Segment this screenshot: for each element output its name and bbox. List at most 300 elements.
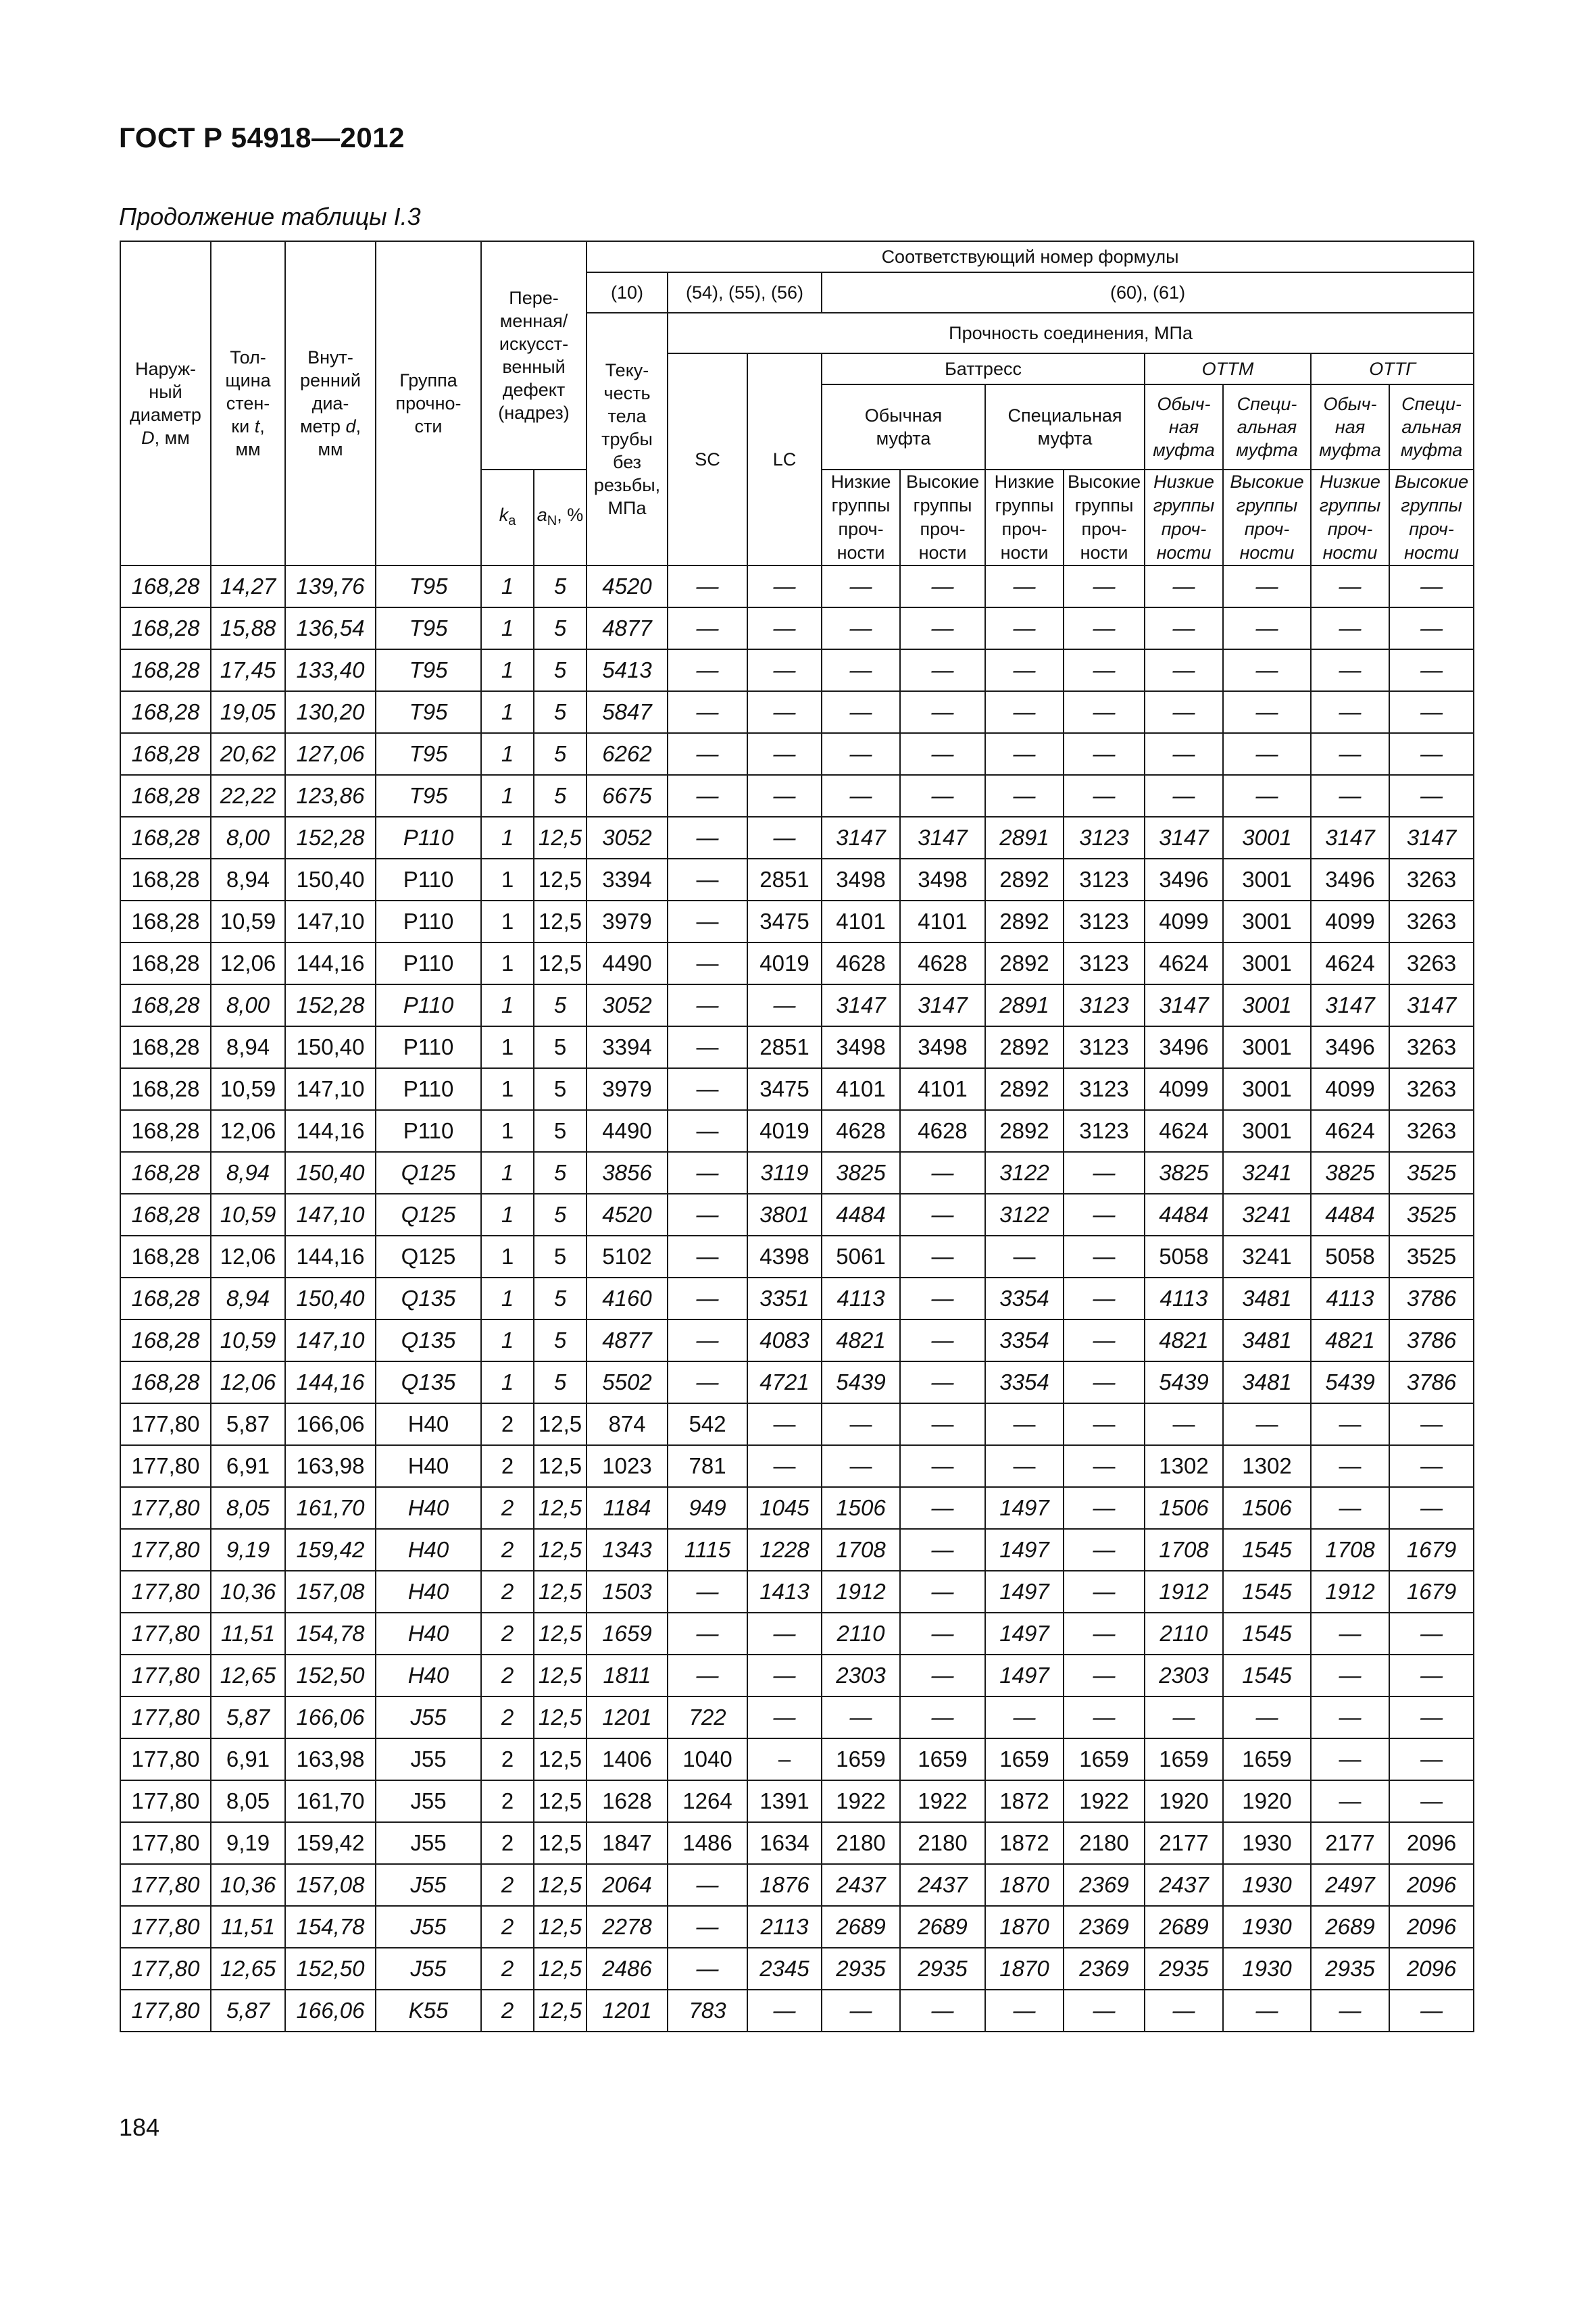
table-cell: 3123 [1064, 1068, 1145, 1110]
table-cell: 5,87 [211, 1696, 285, 1738]
table-cell: — [900, 775, 985, 817]
table-cell: — [747, 1445, 822, 1487]
table-cell: — [822, 1696, 900, 1738]
table-cell: 783 [668, 1990, 747, 2032]
table-row [120, 1655, 1474, 1696]
table-cell: 133,40 [285, 649, 376, 691]
table-cell: 139,76 [285, 565, 376, 607]
table-cell: 1659 [1064, 1738, 1145, 1780]
table-cell: — [985, 607, 1064, 649]
table-cell: 542 [668, 1403, 747, 1445]
table-cell: 3498 [822, 1026, 900, 1068]
table-cell: 2096 [1389, 1906, 1474, 1948]
table-cell: 3001 [1223, 901, 1311, 942]
table-cell: 2497 [1311, 1864, 1389, 1906]
table-row [120, 901, 1474, 942]
table-cell: 3123 [1064, 901, 1145, 942]
table-row [120, 733, 1474, 775]
header-special-coupling: Специальная муфта [985, 384, 1145, 470]
table-cell: 2 [481, 1822, 534, 1864]
table-cell: 3786 [1389, 1278, 1474, 1319]
table-cell: 4520 [587, 565, 668, 607]
table-cell: 1679 [1389, 1571, 1474, 1613]
table-cell: 177,80 [120, 1948, 211, 1990]
table-cell: 1922 [822, 1780, 900, 1822]
table-cell: 2 [481, 1571, 534, 1613]
table-cell: 150,40 [285, 1278, 376, 1319]
table-cell: 5 [534, 1278, 587, 1319]
table-row [120, 565, 1474, 607]
table-cell: 2 [481, 1864, 534, 1906]
table-cell: 2 [481, 1948, 534, 1990]
table-cell: 5 [534, 1026, 587, 1068]
table-cell: — [985, 1990, 1064, 2032]
table-cell: 1634 [747, 1822, 822, 1864]
table-cell: 3001 [1223, 1026, 1311, 1068]
table-cell: 11,51 [211, 1613, 285, 1655]
table-cell: T95 [376, 733, 481, 775]
table-cell: 3263 [1389, 1026, 1474, 1068]
table-cell: — [1311, 1655, 1389, 1696]
table-cell: 2 [481, 1906, 534, 1948]
table-cell: — [900, 1152, 985, 1194]
table-cell: 3147 [822, 817, 900, 859]
table-cell: 12,5 [534, 817, 587, 859]
table-cell: 177,80 [120, 1822, 211, 1864]
table-row [120, 1780, 1474, 1822]
table-row [120, 1445, 1474, 1487]
table-cell: 3525 [1389, 1236, 1474, 1278]
table-cell: 10,59 [211, 1194, 285, 1236]
table-cell: — [1389, 775, 1474, 817]
table-cell: 1 [481, 1278, 534, 1319]
table-cell: 1302 [1145, 1445, 1223, 1487]
table-cell: 1872 [985, 1780, 1064, 1822]
table-cell: 1920 [1223, 1780, 1311, 1822]
table-cell: 3123 [1064, 1110, 1145, 1152]
header-low-groups: Низкие группы проч- ности [1311, 470, 1389, 565]
table-cell: — [822, 691, 900, 733]
table-cell: 3147 [822, 984, 900, 1026]
table-cell: — [900, 1403, 985, 1445]
table-cell: — [1064, 1152, 1145, 1194]
table-cell: 5 [534, 565, 587, 607]
table-cell: 5 [534, 984, 587, 1026]
table-cell: 2935 [822, 1948, 900, 1990]
table-cell: 3001 [1223, 984, 1311, 1026]
table-row [120, 1948, 1474, 1990]
table-cell: H40 [376, 1529, 481, 1571]
table-cell: — [1064, 1236, 1145, 1278]
table-cell: 177,80 [120, 1780, 211, 1822]
table-cell: 147,10 [285, 1068, 376, 1110]
table-cell: 3496 [1311, 859, 1389, 901]
table-row [120, 607, 1474, 649]
table-cell: 3856 [587, 1152, 668, 1194]
table-cell: Q135 [376, 1278, 481, 1319]
table-cell: 3123 [1064, 942, 1145, 984]
table-cell: 168,28 [120, 649, 211, 691]
table-cell: 3123 [1064, 1026, 1145, 1068]
table-cell: 150,40 [285, 859, 376, 901]
table-cell: — [1145, 649, 1223, 691]
table-cell: 168,28 [120, 942, 211, 984]
table-cell: 2369 [1064, 1906, 1145, 1948]
table-cell: 8,00 [211, 817, 285, 859]
table-cell: 3119 [747, 1152, 822, 1194]
table-cell: 5,87 [211, 1990, 285, 2032]
header-an: $a_N$, % [534, 470, 587, 565]
table-cell: 1 [481, 1319, 534, 1361]
table-cell: — [668, 733, 747, 775]
table-cell: — [1389, 1487, 1474, 1529]
table-cell: — [747, 1696, 822, 1738]
table-cell: 1 [481, 733, 534, 775]
table-cell: 4160 [587, 1278, 668, 1319]
table-cell: 4821 [1311, 1319, 1389, 1361]
table-cell: P110 [376, 817, 481, 859]
table-cell: — [822, 649, 900, 691]
table-cell: 1 [481, 565, 534, 607]
table-cell: 1023 [587, 1445, 668, 1487]
table-cell: 168,28 [120, 733, 211, 775]
table-cell: 5 [534, 1110, 587, 1152]
table-cell: J55 [376, 1738, 481, 1780]
table-cell: 4877 [587, 607, 668, 649]
table-cell: — [1311, 1696, 1389, 1738]
table-cell: 8,94 [211, 1278, 285, 1319]
table-cell: 2369 [1064, 1864, 1145, 1906]
table-cell: 12,65 [211, 1948, 285, 1990]
table-cell: 1413 [747, 1571, 822, 1613]
table-cell: 2 [481, 1613, 534, 1655]
table-cell: 1545 [1223, 1613, 1311, 1655]
table-cell: 3147 [1311, 984, 1389, 1026]
table-cell: 4624 [1145, 1110, 1223, 1152]
table-cell: — [900, 1361, 985, 1403]
table-cell: — [1311, 1780, 1389, 1822]
table-cell: — [1389, 1990, 1474, 2032]
table-cell: 8,94 [211, 1026, 285, 1068]
table-cell: 20,62 [211, 733, 285, 775]
table-cell: — [668, 1361, 747, 1403]
table-cell: 12,5 [534, 942, 587, 984]
table-cell: 168,28 [120, 1236, 211, 1278]
table-cell: 1503 [587, 1571, 668, 1613]
table-cell: 144,16 [285, 1110, 376, 1152]
table-cell: 3496 [1145, 859, 1223, 901]
table-cell: — [822, 607, 900, 649]
table-cell: 2096 [1389, 1948, 1474, 1990]
table-cell: 6,91 [211, 1445, 285, 1487]
table-cell: 3123 [1064, 817, 1145, 859]
table-cell: 1045 [747, 1487, 822, 1529]
table-cell: 3147 [1311, 817, 1389, 859]
table-cell: 3786 [1389, 1319, 1474, 1361]
table-row [120, 1529, 1474, 1571]
table-cell: — [747, 607, 822, 649]
table-cell: 130,20 [285, 691, 376, 733]
table-cell: 4019 [747, 1110, 822, 1152]
table-cell: — [985, 1236, 1064, 1278]
table-cell: 1930 [1223, 1948, 1311, 1990]
table-cell: — [900, 607, 985, 649]
table-cell: — [1223, 1696, 1311, 1738]
table-cell: — [747, 775, 822, 817]
table-cell: 12,06 [211, 942, 285, 984]
header-sc: SC [668, 353, 747, 565]
table-cell: 1659 [587, 1613, 668, 1655]
table-cell: 3825 [1145, 1152, 1223, 1194]
table-cell: — [900, 1194, 985, 1236]
table-cell: 12,5 [534, 1571, 587, 1613]
table-cell: 1184 [587, 1487, 668, 1529]
table-cell: Q125 [376, 1236, 481, 1278]
table-cell: 2892 [985, 1026, 1064, 1068]
table-cell: 3147 [1389, 984, 1474, 1026]
table-cell: 4113 [1145, 1278, 1223, 1319]
table-cell: 4113 [1311, 1278, 1389, 1319]
table-cell: P110 [376, 984, 481, 1026]
header-wall-thickness: Тол- щина стен- ки t, мм [211, 241, 285, 565]
table-cell: 177,80 [120, 1990, 211, 2032]
table-cell: 12,5 [534, 1529, 587, 1571]
table-cell: 4624 [1311, 1110, 1389, 1152]
table-cell: 1506 [1223, 1487, 1311, 1529]
table-cell: — [668, 817, 747, 859]
table-cell: — [985, 1403, 1064, 1445]
table-row [120, 691, 1474, 733]
table-cell: — [900, 1696, 985, 1738]
table-cell: — [822, 1445, 900, 1487]
table-cell: 12,5 [534, 1822, 587, 1864]
table-cell: P110 [376, 1110, 481, 1152]
table-cell: 4484 [1311, 1194, 1389, 1236]
header-low-groups: Низкие группы проч- ности [822, 470, 900, 565]
table-cell: — [668, 1278, 747, 1319]
table-cell: 168,28 [120, 1110, 211, 1152]
table-cell: 3263 [1389, 1068, 1474, 1110]
table-cell: — [1064, 1529, 1145, 1571]
table-cell: 5058 [1311, 1236, 1389, 1278]
table-cell: 1912 [1145, 1571, 1223, 1613]
table-cell: 166,06 [285, 1696, 376, 1738]
table-cell: 2369 [1064, 1948, 1145, 1990]
data-table [120, 241, 1474, 2032]
table-cell: H40 [376, 1487, 481, 1529]
table-cell: 3147 [1145, 817, 1223, 859]
page-number: 184 [119, 2113, 160, 2141]
table-cell: 147,10 [285, 1194, 376, 1236]
table-cell: — [900, 1445, 985, 1487]
table-cell: 1 [481, 1194, 534, 1236]
table-row [120, 859, 1474, 901]
table-cell: 2113 [747, 1906, 822, 1948]
table-cell: Q135 [376, 1361, 481, 1403]
table-cell: — [985, 565, 1064, 607]
table-cell: 4101 [900, 901, 985, 942]
table-cell: 157,08 [285, 1864, 376, 1906]
table-row [120, 1990, 1474, 2032]
table-cell: — [1311, 1738, 1389, 1780]
table-cell: — [1145, 1403, 1223, 1445]
table-cell: 5 [534, 1068, 587, 1110]
table-cell: — [668, 1655, 747, 1696]
table-cell: 2180 [1064, 1822, 1145, 1864]
table-cell: — [668, 1236, 747, 1278]
table-row [120, 1738, 1474, 1780]
header-formula-number: Соответствующий номер формулы [587, 241, 1474, 272]
table-cell: — [668, 901, 747, 942]
table-cell: 1 [481, 942, 534, 984]
table-cell: 3001 [1223, 942, 1311, 984]
table-cell: — [747, 984, 822, 1026]
header-ka: $k_a$ [481, 470, 534, 565]
table-cell: — [1223, 649, 1311, 691]
table-cell: 1545 [1223, 1529, 1311, 1571]
table-cell: 3052 [587, 984, 668, 1026]
table-cell: — [1389, 607, 1474, 649]
table-cell: 4019 [747, 942, 822, 984]
table-cell: 12,5 [534, 1655, 587, 1696]
table-cell: 2892 [985, 1068, 1064, 1110]
table-cell: 3525 [1389, 1152, 1474, 1194]
table-row [120, 1487, 1474, 1529]
table-cell: T95 [376, 607, 481, 649]
table-cell: — [1064, 1613, 1145, 1655]
table-cell: 159,42 [285, 1529, 376, 1571]
table-cell: 5061 [822, 1236, 900, 1278]
header-high-groups: Высокие группы проч- ности [1389, 470, 1474, 565]
table-cell: 5413 [587, 649, 668, 691]
table-cell: 177,80 [120, 1529, 211, 1571]
table-cell: 12,5 [534, 1906, 587, 1948]
table-cell: 159,42 [285, 1822, 376, 1864]
table-cell: 1708 [1311, 1529, 1389, 1571]
table-cell: 123,86 [285, 775, 376, 817]
table-cell: 8,05 [211, 1780, 285, 1822]
table-cell: 1506 [1145, 1487, 1223, 1529]
table-cell: 1 [481, 1026, 534, 1068]
table-cell: 12,06 [211, 1110, 285, 1152]
table-row [120, 817, 1474, 859]
table-cell: 2 [481, 1403, 534, 1445]
header-lc: LC [747, 353, 822, 565]
table-cell: 4113 [822, 1278, 900, 1319]
table-cell: — [668, 649, 747, 691]
header-ottg-regular: Обыч- ная муфта [1311, 384, 1389, 470]
table-cell: H40 [376, 1445, 481, 1487]
table-cell: 3001 [1223, 1068, 1311, 1110]
table-cell: 163,98 [285, 1738, 376, 1780]
table-cell: 5 [534, 775, 587, 817]
table-cell: 2 [481, 1696, 534, 1738]
table-row [120, 1110, 1474, 1152]
table-cell: — [1311, 607, 1389, 649]
table-cell: 1 [481, 691, 534, 733]
table-cell: 1497 [985, 1613, 1064, 1655]
table-cell: — [900, 1487, 985, 1529]
table-cell: 5439 [1145, 1361, 1223, 1403]
table-row [120, 984, 1474, 1026]
table-cell: T95 [376, 691, 481, 733]
table-row [120, 1026, 1474, 1068]
header-buttress: Баттресс [822, 353, 1145, 384]
header-yield-strength: Теку- честь тела трубы без резьбы, МПа [587, 313, 668, 565]
table-cell: 1708 [1145, 1529, 1223, 1571]
table-cell: 2110 [1145, 1613, 1223, 1655]
table-cell: — [668, 1571, 747, 1613]
header-formula-10: (10) [587, 272, 668, 313]
table-cell: — [1064, 775, 1145, 817]
table-cell: — [900, 1236, 985, 1278]
table-cell: — [1145, 733, 1223, 775]
table-cell: 2278 [587, 1906, 668, 1948]
table-cell: 12,5 [534, 859, 587, 901]
table-cell: — [1223, 607, 1311, 649]
table-cell: 5 [534, 649, 587, 691]
table-cell: — [1311, 649, 1389, 691]
table-header [120, 241, 1474, 565]
table-cell: 2064 [587, 1864, 668, 1906]
table-cell: 2892 [985, 859, 1064, 901]
table-cell: — [1064, 1990, 1145, 2032]
table-cell: 3394 [587, 859, 668, 901]
table-cell: 1 [481, 1361, 534, 1403]
table-cell: 2689 [1311, 1906, 1389, 1948]
table-cell: 3123 [1064, 859, 1145, 901]
table-cell: 1659 [985, 1738, 1064, 1780]
table-cell: — [1145, 1990, 1223, 2032]
table-cell: — [668, 691, 747, 733]
table-cell: 2 [481, 1780, 534, 1822]
table-cell: — [1311, 1445, 1389, 1487]
table-cell: 1264 [668, 1780, 747, 1822]
table-cell: 4624 [1145, 942, 1223, 984]
table-cell: 1 [481, 901, 534, 942]
table-cell: — [1389, 1780, 1474, 1822]
table-cell: 3496 [1145, 1026, 1223, 1068]
table-cell: 10,59 [211, 901, 285, 942]
table-cell: 17,45 [211, 649, 285, 691]
table-row [120, 942, 1474, 984]
table-cell: 12,06 [211, 1361, 285, 1403]
table-cell: — [985, 691, 1064, 733]
table-cell: 147,10 [285, 901, 376, 942]
table-row [120, 1194, 1474, 1236]
table-cell: 3263 [1389, 859, 1474, 901]
table-cell: — [900, 1655, 985, 1696]
table-cell: J55 [376, 1696, 481, 1738]
header-defect: Пере- менная/ искусст- венный дефект (надрез) [481, 241, 587, 470]
table-cell: 168,28 [120, 565, 211, 607]
table-cell: — [668, 1864, 747, 1906]
table-cell: 10,59 [211, 1068, 285, 1110]
table-cell: 6675 [587, 775, 668, 817]
table-cell: — [1145, 1696, 1223, 1738]
table-cell: 150,40 [285, 1026, 376, 1068]
table-cell: — [668, 1906, 747, 1948]
table-cell: 2345 [747, 1948, 822, 1990]
table-cell: T95 [376, 775, 481, 817]
table-cell: 3354 [985, 1319, 1064, 1361]
table-cell: 2851 [747, 1026, 822, 1068]
table-cell: 2892 [985, 1110, 1064, 1152]
table-cell: — [822, 565, 900, 607]
table-cell: 5058 [1145, 1236, 1223, 1278]
table-cell: 1343 [587, 1529, 668, 1571]
table-cell: — [1311, 733, 1389, 775]
